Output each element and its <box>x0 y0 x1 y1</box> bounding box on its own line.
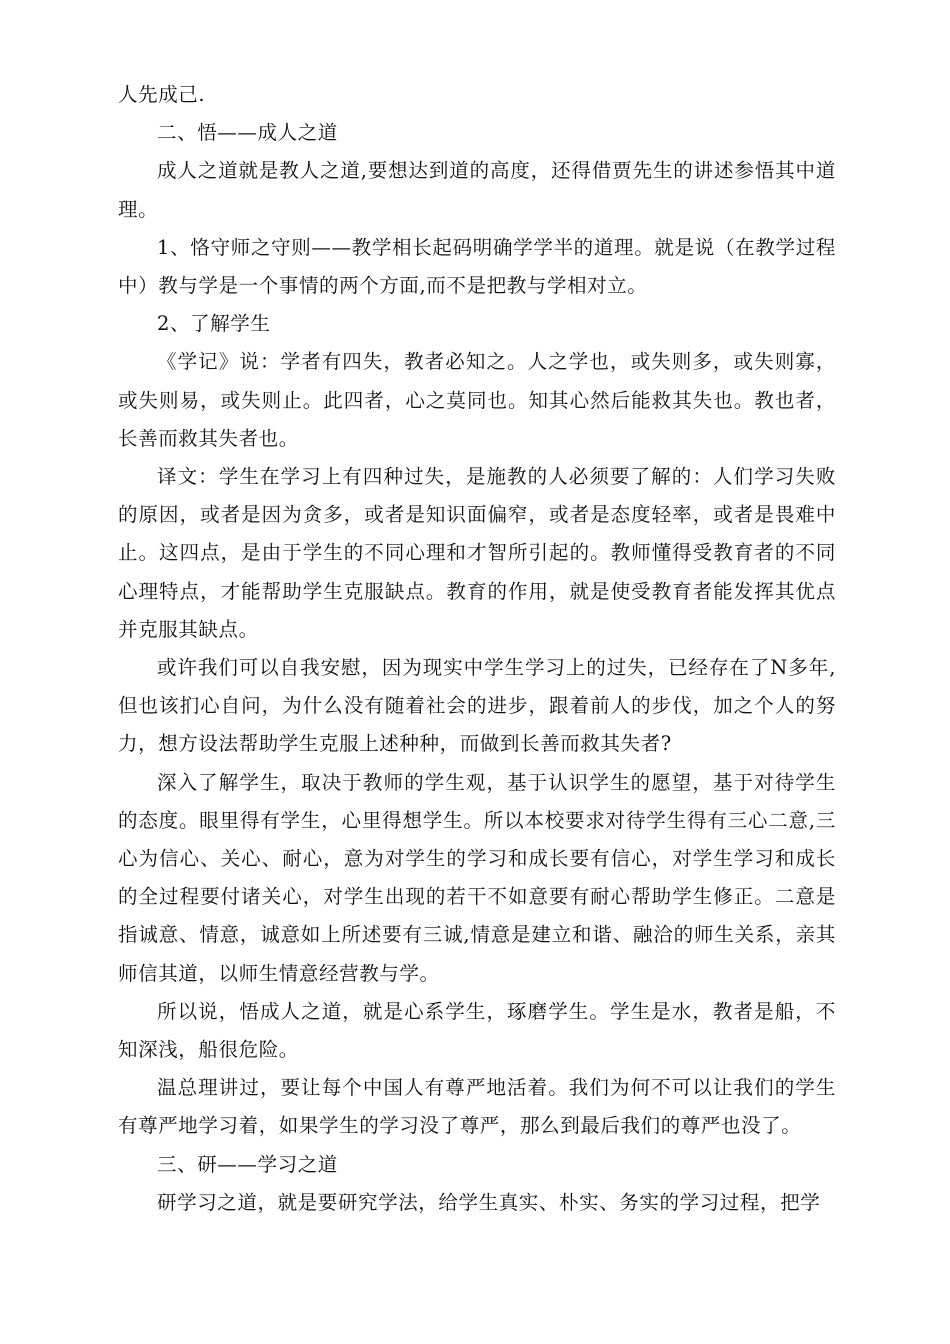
subsection-heading: 2、了解学生 <box>157 312 271 336</box>
paragraph: 深入了解学生，取决于教师的学生观，基于认识学生的愿望，基于对待学生的态度。眼里得有学生，心里得想学生。所以本校要求对待学生得有三心二意,三心为信心、关心、耐心，意为对学生的学习和成长要有信心，对学生学习和成长的全过程要付诸关心，对学生出现的若干不如意要有耐心帮助学生修正。二意是指诚意、情意，诚意如上所述要有三诚,情意是建立和谐、融洽的师生关系，亲其师信其道，以师生情意经营教与学。 <box>118 770 836 985</box>
section-heading-3: 三、研——学习之道 <box>157 1152 338 1176</box>
paragraph: 《学记》说：学者有四失，教者必知之。人之学也，或失则多，或失则寡，或失则易，或失则止。此四者，心之莫同也。知其心然后能救其失也。教也者，长善而救其失者也。 <box>118 350 836 450</box>
paragraph: 译文：学生在学习上有四种过失，是施教的人必须要了解的：人们学习失败的原因，或者是因为贪多，或者是知识面偏窄，或者是态度轻率，或者是畏难中止。这四点，是由于学生的不同心理和才智所引起的。教师懂得受教育者的不同心理特点，才能帮助学生克服缺点。教育的作用，就是使受教育者能发挥其优点并克服其缺点。 <box>118 465 836 641</box>
paragraph: 1、恪守师之守则——教学相长起码明确学学半的道理。就是说（在教学过程中）教与学是一个事情的两个方面,而不是把教与学相对立。 <box>118 235 836 298</box>
paragraph: 所以说，悟成人之道，就是心系学生，琢磨学生。学生是水，教者是船，不知深浅，船很危险。 <box>118 999 836 1062</box>
document-body <box>118 76 836 1222</box>
paragraph: 研学习之道，就是要研究学法，给学生真实、朴实、务实的学习过程，把学 <box>157 1190 821 1214</box>
paragraph-continuation: 人先成己. <box>118 83 206 106</box>
paragraph: 温总理讲过，要让每个中国人有尊严地活着。我们为何不可以让我们的学生有尊严地学习着，如果学生的学习没了尊严，那么到最后我们的尊严也没了。 <box>118 1076 836 1138</box>
section-heading-2: 二、悟——成人之道 <box>157 121 338 145</box>
paragraph: 成人之道就是教人之道,要想达到道的高度，还得借贾先生的讲述参悟其中道理。 <box>118 159 836 221</box>
paragraph: 或许我们可以自我安慰，因为现实中学生学习上的过失，已经存在了N多年,但也该扪心自问，为什么没有随着社会的进步，跟着前人的步伐，加之个人的努力，想方设法帮助学生克服上述种种，而做到长善而救其失者? <box>118 656 836 756</box>
